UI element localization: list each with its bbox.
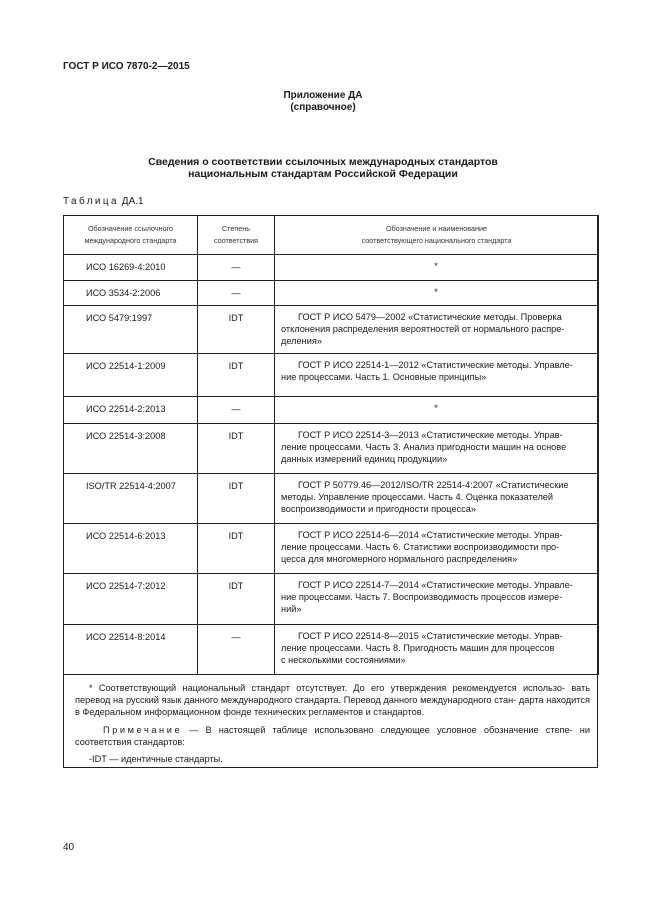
cell-degree: IDT: [198, 474, 275, 524]
cell-degree: —: [198, 397, 275, 424]
table-row: [64, 474, 599, 524]
table-row: [64, 524, 599, 574]
cell-degree: IDT: [198, 306, 275, 354]
table-row: [64, 424, 599, 474]
table-row: [64, 574, 599, 625]
table-label-number: ДА.1: [121, 196, 144, 207]
cell-degree: IDT: [198, 424, 275, 474]
cell-degree: —: [198, 281, 275, 306]
table-notes: [75, 682, 590, 765]
cell-degree: IDT: [198, 524, 275, 574]
cell-intl: ИСО 22514-8:2014: [64, 625, 198, 675]
table-label-word: Таблица: [63, 196, 120, 207]
table-row: [64, 354, 599, 397]
note-word: Примечание: [103, 725, 183, 735]
cell-national: ГОСТ Р ИСО 22514-7—2014 «Статистические методы. Управле- ние процессами. Часть 7. Воспроизводимость процессов измере- ний»: [275, 574, 599, 625]
cell-national: ГОСТ Р ИСО 5479—2002 «Статистические методы. Проверка отклонения распределения вероятностей от нормального распре- деления»: [275, 306, 599, 354]
cell-national: *: [275, 255, 599, 281]
table-label: [63, 196, 144, 207]
idt-definition: -IDT — идентичные стандарты.: [89, 754, 223, 764]
footnote: * Соответствующий национальный стандарт отсутствует. До его утверждения рекомендуется использо- вать перевод на русский язык данного международного стандарта. Перевод данного международного стан- дарта находится в Федеральном информационном фонде технических регламентов и стандартов.: [75, 683, 590, 717]
section-heading-line-1: Сведения о соответствии ссылочных международных стандартов: [148, 156, 498, 168]
cell-intl: ИСО 16269-4:2010: [64, 255, 198, 281]
cell-intl: ИСО 22514-6:2013: [64, 524, 198, 574]
section-heading: [0, 156, 646, 180]
table-row: [64, 281, 599, 306]
cell-national: *: [275, 281, 599, 306]
appendix-title: Приложение ДА: [283, 90, 363, 101]
table-row: [64, 625, 599, 675]
correspondence-table: [63, 215, 599, 675]
table-header-row: [64, 216, 599, 255]
cell-degree: IDT: [198, 574, 275, 625]
cell-intl: ISO/TR 22514-4:2007: [64, 474, 198, 524]
cell-national: ГОСТ Р ИСО 22514-3—2013 «Статистические методы. Управ- ление процессами. Часть 3. Анализ пригодности машин на основе данных измерений единиц продукции»: [275, 424, 599, 474]
cell-intl: ИСО 3534-2:2006: [64, 281, 198, 306]
section-heading-line-2: национальным стандартам Российской Федерации: [188, 168, 458, 180]
note: Примечание — В настоящей таблице использовано следующее условное обозначение степе- ни соответствия стандартов:: [75, 725, 590, 747]
column-header-intl: Обозначение ссылочного международного стандарта: [64, 216, 198, 255]
column-header-national: Обозначение и наименование соответствующего национального стандарта: [275, 216, 599, 255]
cell-national: ГОСТ Р ИСО 22514-6—2014 «Статистические методы. Управ- ление процессами. Часть 6. Статистики воспроизводимости про- цесса для многомерного нормального распределения»: [275, 524, 599, 574]
appendix-heading: [0, 90, 646, 114]
cell-degree: —: [198, 255, 275, 281]
cell-intl: ИСО 22514-2:2013: [64, 397, 198, 424]
appendix-subtitle: (справочное): [290, 102, 356, 113]
cell-intl: ИСО 22514-7:2012: [64, 574, 198, 625]
table-row: [64, 306, 599, 354]
cell-intl: ИСО 22514-3:2008: [64, 424, 198, 474]
cell-national: ГОСТ Р ИСО 22514-1—2012 «Статистические методы. Управле- ние процессами. Часть 1. Основные принципы»: [275, 354, 599, 397]
cell-degree: —: [198, 625, 275, 675]
cell-degree: IDT: [198, 354, 275, 397]
cell-intl: ИСО 5479:1997: [64, 306, 198, 354]
cell-intl: ИСО 22514-1:2009: [64, 354, 198, 397]
page-number: 40: [63, 842, 75, 853]
column-header-degree: Степень соответствия: [198, 216, 275, 255]
cell-national: *: [275, 397, 599, 424]
document-code: ГОСТ Р ИСО 7870-2—2015: [63, 61, 190, 72]
table-row: [64, 255, 599, 281]
table-row: [64, 397, 599, 424]
cell-national: ГОСТ Р ИСО 22514-8—2015 «Статистические методы. Управ- ление процессами. Часть 8. Пригодность машин для процессов с несколькими состояниями»: [275, 625, 599, 675]
cell-national: ГОСТ Р 50779.46—2012/ISO/TR 22514-4:2007 «Статистические методы. Управление процессами. Часть 4. Оценка показателей воспроизводимости и пригодности процесса»: [275, 474, 599, 524]
